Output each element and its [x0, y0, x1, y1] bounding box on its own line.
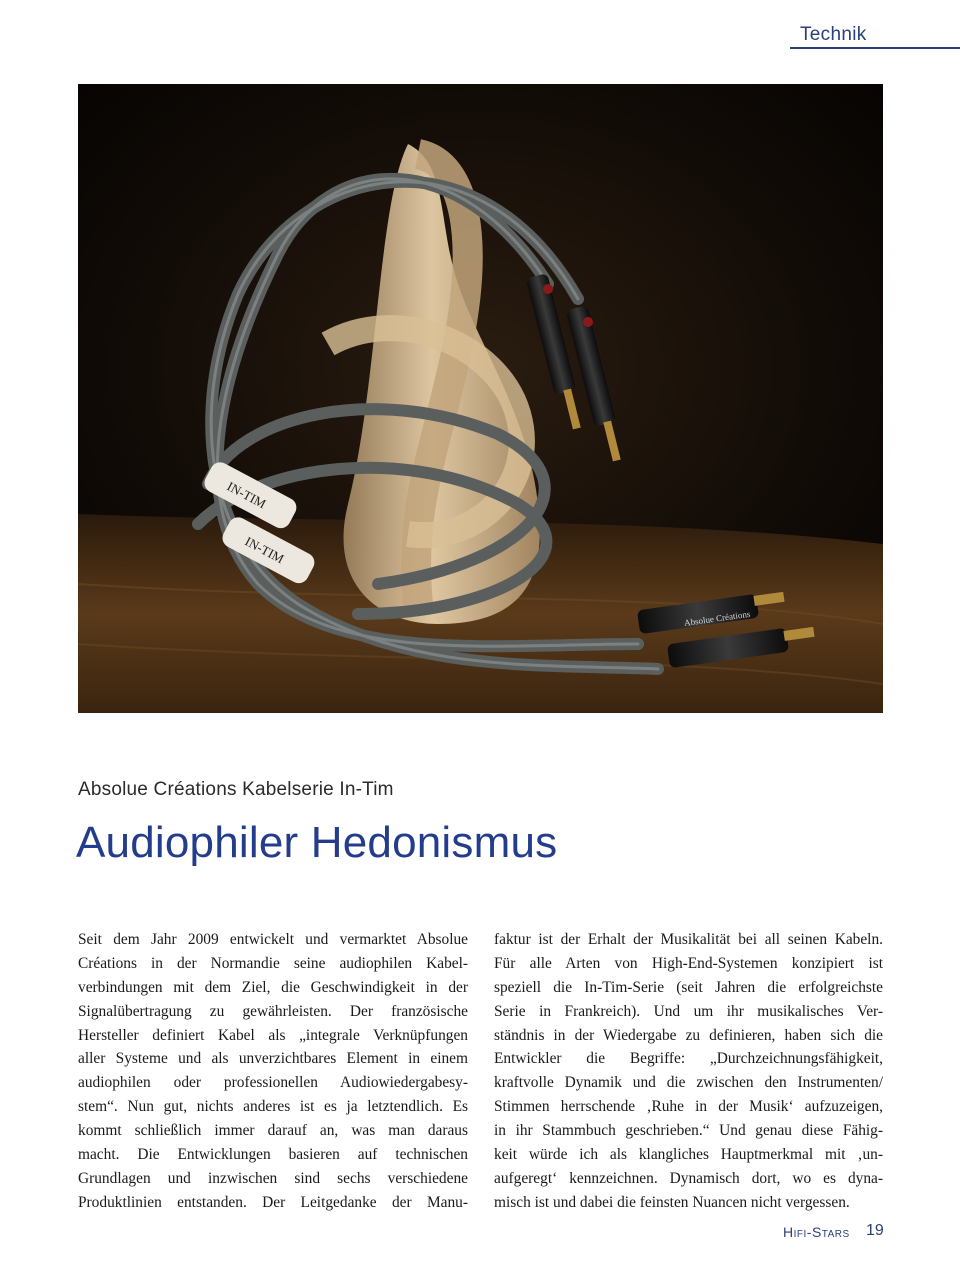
- body-line: misch ist und dabei die feinsten Nuancen nicht vergessen.: [494, 1193, 850, 1211]
- body-column-right: [494, 928, 883, 1215]
- body-line: keit würde ich als klangliches Hauptmerkmal mit ‚un-: [494, 1146, 883, 1164]
- body-line: kommt schließlich immer darauf an, was man daraus: [78, 1122, 468, 1140]
- page-number: 19: [866, 1222, 884, 1239]
- article-kicker: Absolue Créations Kabelserie In-Tim: [78, 779, 394, 800]
- body-line: Entwickler die Begriffe: „Durchzeichnungsfähigkeit,: [494, 1050, 883, 1068]
- svg-text:IN-TIM: IN-TIM: [224, 478, 269, 512]
- body-line: verbindungen mit dem Ziel, die Geschwindigkeit in der: [78, 978, 468, 996]
- article-title: Audiophiler Hedonismus: [76, 818, 558, 867]
- body-line: faktur ist der Erhalt der Musikalität bei all seinen Kabeln.: [494, 931, 883, 948]
- magazine-name: Hifi-Stars: [783, 1224, 850, 1240]
- body-line: Signalübertragung zu gewährleisten. Der französische: [78, 1002, 468, 1020]
- body-column-left: [78, 928, 468, 1215]
- section-rule: [790, 47, 960, 49]
- body-line: kraftvolle Dynamik und die zwischen den Instrumenten/: [494, 1074, 883, 1092]
- body-line: Stimmen herrschende ‚Ruhe in der Musik‘ aufzuzeigen,: [494, 1098, 883, 1116]
- plug-label: Absolue Créations: [683, 608, 751, 628]
- cable-photo-illustration: [78, 84, 883, 713]
- body-line: Créations in der Normandie seine audiophilen Kabel-: [78, 954, 468, 972]
- body-line: speziell die In-Tim-Serie (seit Jahren die erfolgreichste: [494, 978, 883, 996]
- body-line: in ihr Stammbuch geschrieben.“ Und genau diese Fähig-: [494, 1122, 883, 1140]
- body-line: aufgeregt‘ kennzeichnen. Dynamisch dort, wo es dyna-: [494, 1169, 883, 1187]
- body-line: Hersteller definiert Kabel als „integrale Verknüpfungen: [78, 1026, 468, 1044]
- body-line: ständnis in der Wiedergabe zu definieren, haben sich die: [494, 1026, 883, 1044]
- section-label: Technik: [800, 24, 867, 45]
- body-line: Seit dem Jahr 2009 entwickelt und vermarktet Absolue: [78, 931, 468, 948]
- body-line: Produktlinien entstanden. Der Leitgedanke der Manu-: [78, 1193, 468, 1211]
- body-line: aller Systeme und als unverzichtbares Element in einem: [78, 1050, 468, 1068]
- body-line: audiophilen oder professionellen Audiowiedergabesy-: [78, 1074, 468, 1092]
- body-line: Serie in Frankreich). Und um ihr musikalisches Ver-: [494, 1002, 883, 1020]
- body-line: Grundlagen und inzwischen sind sechs verschiedene: [78, 1169, 468, 1187]
- svg-text:IN-TIM: IN-TIM: [242, 533, 287, 567]
- product-photo: [78, 84, 883, 713]
- body-line: Für alle Arten von High-End-Systemen konzipiert ist: [494, 954, 883, 972]
- body-line: macht. Die Entwicklungen basieren auf technischen: [78, 1146, 468, 1164]
- body-line: stem“. Nun gut, nichts anderes ist es ja letztendlich. Es: [78, 1098, 468, 1116]
